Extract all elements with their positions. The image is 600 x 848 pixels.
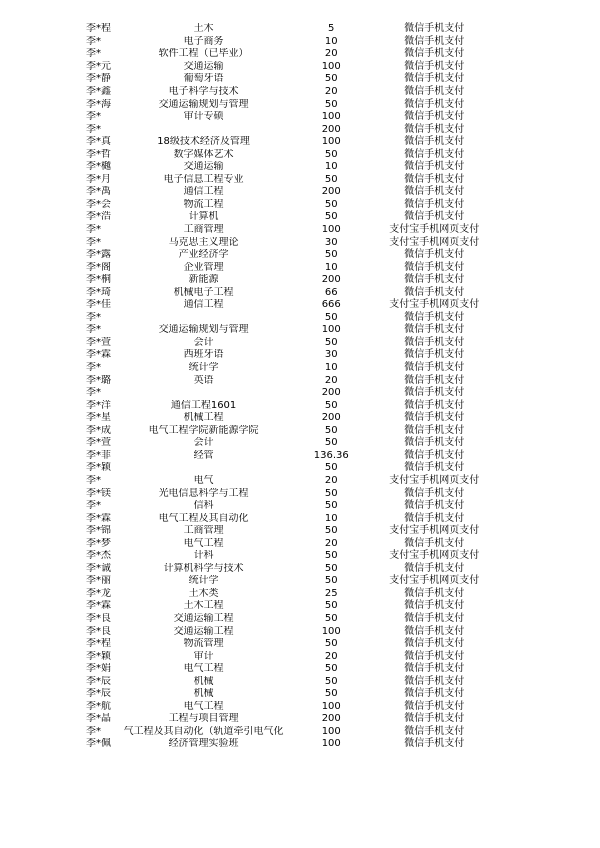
amount-cell: 50 <box>324 98 338 110</box>
table-row <box>78 136 498 149</box>
payment-method-cell: 微信手机支付 <box>404 173 465 185</box>
major-cell: 会计 <box>193 336 214 348</box>
table-row <box>78 726 498 739</box>
table-row <box>78 475 498 488</box>
donor-name-cell: 李*辰 <box>86 675 111 687</box>
major-cell: 土木工程 <box>183 600 224 612</box>
payment-method-cell: 微信手机支付 <box>404 625 465 637</box>
payment-method-cell: 微信手机支付 <box>404 713 465 725</box>
donor-name-cell: 李*哲 <box>86 148 111 160</box>
amount-cell: 100 <box>321 324 341 336</box>
table-row <box>78 450 498 463</box>
amount-cell: 100 <box>321 700 341 712</box>
payment-method-cell: 支付宝手机网页支付 <box>389 236 480 248</box>
table-row <box>78 236 498 249</box>
amount-cell: 50 <box>324 437 338 449</box>
amount-cell: 666 <box>321 299 341 311</box>
amount-cell: 50 <box>324 688 338 700</box>
major-cell: 机械电子工程 <box>173 286 234 298</box>
payment-method-cell: 微信手机支付 <box>404 600 465 612</box>
major-cell: 经济管理实验班 <box>168 738 239 750</box>
amount-cell: 10 <box>324 261 338 273</box>
amount-cell: 20 <box>324 474 338 486</box>
payment-method-cell: 微信手机支付 <box>404 311 465 323</box>
amount-cell: 50 <box>324 148 338 160</box>
amount-cell: 10 <box>324 512 338 524</box>
donor-name-cell: 李*元 <box>86 60 111 72</box>
major-cell: 计算机科学与技术 <box>163 562 244 574</box>
donor-name-cell: 李* <box>86 224 101 236</box>
major-cell: 交通运输工程 <box>173 625 234 637</box>
payment-method-cell: 微信手机支付 <box>404 211 465 223</box>
amount-cell: 100 <box>321 111 341 123</box>
table-row <box>78 36 498 49</box>
amount-cell: 20 <box>324 48 338 60</box>
donor-name-cell: 李*佩 <box>86 738 111 750</box>
payment-method-cell: 微信手机支付 <box>404 487 465 499</box>
payment-method-cell: 微信手机支付 <box>404 374 465 386</box>
major-cell: 审计 <box>193 650 214 662</box>
amount-cell: 50 <box>324 638 338 650</box>
amount-cell: 100 <box>321 224 341 236</box>
major-cell: 土木类 <box>188 587 219 599</box>
table-row <box>78 324 498 337</box>
payment-method-cell: 微信手机支付 <box>404 186 465 198</box>
table-row <box>78 23 498 36</box>
table-row <box>78 588 498 601</box>
major-cell: 电气工程及其自动化 <box>158 512 249 524</box>
table-row <box>78 650 498 663</box>
major-cell: 工商管理 <box>183 525 224 537</box>
payment-method-cell: 微信手机支付 <box>404 725 465 737</box>
table-row <box>78 500 498 513</box>
payment-method-cell: 微信手机支付 <box>404 123 465 135</box>
donor-name-cell: 李*真 <box>86 136 111 148</box>
donor-name-cell: 李*辰 <box>86 688 111 700</box>
major-cell: 电气工程 <box>183 663 224 675</box>
payment-method-cell: 微信手机支付 <box>404 437 465 449</box>
donor-name-cell: 李*静 <box>86 73 111 85</box>
donor-name-cell: 李* <box>86 500 101 512</box>
payment-method-cell: 微信手机支付 <box>404 161 465 173</box>
table-row <box>78 512 498 525</box>
payment-method-cell: 微信手机支付 <box>404 23 465 35</box>
donor-name-cell: 李*良 <box>86 625 111 637</box>
payment-method-cell: 微信手机支付 <box>404 562 465 574</box>
table-row <box>78 362 498 375</box>
donor-name-cell: 李*霖 <box>86 512 111 524</box>
donor-name-cell: 李*镁 <box>86 487 111 499</box>
donor-name-cell: 李*航 <box>86 700 111 712</box>
donor-name-cell: 李*璐 <box>86 374 111 386</box>
donor-name-cell: 李* <box>86 725 101 737</box>
major-cell: 土木 <box>193 23 214 35</box>
donor-name-cell: 李*颖 <box>86 650 111 662</box>
major-cell: 产业经济学 <box>178 249 229 261</box>
amount-cell: 50 <box>324 600 338 612</box>
amount-cell: 50 <box>324 173 338 185</box>
major-cell: 经管 <box>193 449 214 461</box>
donor-name-cell: 李*霖 <box>86 349 111 361</box>
donor-name-cell: 李* <box>86 362 101 374</box>
table-row <box>78 625 498 638</box>
major-cell: 18级技术经济及管理 <box>157 136 250 148</box>
major-cell: 新能源 <box>188 274 219 286</box>
table-row <box>78 73 498 86</box>
amount-cell: 200 <box>321 186 341 198</box>
table-row <box>78 374 498 387</box>
amount-cell: 50 <box>324 550 338 562</box>
payment-method-cell: 微信手机支付 <box>404 449 465 461</box>
amount-cell: 50 <box>324 336 338 348</box>
table-row <box>78 224 498 237</box>
table-row <box>78 349 498 362</box>
donor-name-cell: 李*龙 <box>86 587 111 599</box>
major-cell: 葡萄牙语 <box>183 73 224 85</box>
payment-method-cell: 微信手机支付 <box>404 73 465 85</box>
donor-name-cell: 李*成 <box>86 424 111 436</box>
table-row <box>78 425 498 438</box>
table-row <box>78 286 498 299</box>
amount-cell: 50 <box>324 675 338 687</box>
table-row <box>78 688 498 701</box>
amount-cell: 50 <box>324 73 338 85</box>
donor-name-cell: 李*萱 <box>86 437 111 449</box>
major-cell: 工程与项目管理 <box>168 713 239 725</box>
table-row <box>78 563 498 576</box>
major-cell: 统计学 <box>188 362 219 374</box>
payment-method-cell: 微信手机支付 <box>404 738 465 750</box>
payment-method-cell: 微信手机支付 <box>404 249 465 261</box>
amount-cell: 200 <box>321 713 341 725</box>
payment-method-cell: 微信手机支付 <box>404 650 465 662</box>
table-row <box>78 174 498 187</box>
major-cell: 交通运输工程 <box>173 612 234 624</box>
amount-cell: 100 <box>321 625 341 637</box>
table-row <box>78 399 498 412</box>
major-cell: 电气 <box>193 474 214 486</box>
payment-method-cell: 微信手机支付 <box>404 512 465 524</box>
major-cell: 物流工程 <box>183 198 224 210</box>
donor-name-cell: 李*浩 <box>86 211 111 223</box>
payment-method-cell: 微信手机支付 <box>404 274 465 286</box>
payment-method-cell: 支付宝手机网页支付 <box>389 299 480 311</box>
table-row <box>78 123 498 136</box>
amount-cell: 50 <box>324 575 338 587</box>
major-cell: 电子信息工程专业 <box>163 173 244 185</box>
amount-cell: 66 <box>324 286 338 298</box>
amount-cell: 100 <box>321 60 341 72</box>
donor-name-cell: 李*程 <box>86 23 111 35</box>
payment-method-cell: 微信手机支付 <box>404 688 465 700</box>
table-row <box>78 713 498 726</box>
major-cell: 电子商务 <box>183 35 224 47</box>
table-row <box>78 701 498 714</box>
table-row <box>78 675 498 688</box>
payment-method-cell: 微信手机支付 <box>404 86 465 97</box>
table-row <box>78 462 498 475</box>
payment-method-cell: 微信手机支付 <box>404 198 465 210</box>
table-row <box>78 738 498 751</box>
major-cell: 通信工程 <box>183 186 224 198</box>
donor-name-cell: 李*佳 <box>86 299 111 311</box>
payment-method-cell: 微信手机支付 <box>404 324 465 336</box>
major-cell: 物流管理 <box>183 638 224 650</box>
donor-name-cell: 李*会 <box>86 198 111 210</box>
payment-method-cell: 支付宝手机网页支付 <box>389 575 480 587</box>
major-cell: 机械 <box>193 675 214 687</box>
major-cell: 计算机 <box>188 211 219 223</box>
amount-cell: 50 <box>324 198 338 210</box>
donor-name-cell: 李*月 <box>86 173 111 185</box>
table-row <box>78 211 498 224</box>
major-cell: 交通运输 <box>183 161 224 173</box>
amount-cell: 50 <box>324 487 338 499</box>
amount-cell: 20 <box>324 374 338 386</box>
donor-name-cell: 李*鑫 <box>86 86 111 97</box>
donor-name-cell: 李*霖 <box>86 600 111 612</box>
donor-name-cell: 李*桐 <box>86 274 111 286</box>
table-row <box>78 537 498 550</box>
donor-name-cell: 李*露 <box>86 249 111 261</box>
donor-name-cell: 李*锦 <box>86 525 111 537</box>
major-cell: 电子科学与技术 <box>168 86 239 97</box>
donor-name-cell: 李* <box>86 236 101 248</box>
major-cell: 交通运输 <box>183 60 224 72</box>
table-row <box>78 261 498 274</box>
donor-name-cell: 李* <box>86 48 101 60</box>
donor-name-cell: 李*颖 <box>86 462 111 474</box>
amount-cell: 20 <box>324 86 338 97</box>
payment-method-cell: 支付宝手机网页支付 <box>389 474 480 486</box>
donor-name-cell: 李*杰 <box>86 550 111 562</box>
table-row <box>78 186 498 199</box>
table-row <box>78 48 498 61</box>
donor-name-cell: 李*星 <box>86 412 111 424</box>
payment-method-cell: 微信手机支付 <box>404 537 465 549</box>
major-cell: 会计 <box>193 437 214 449</box>
table-row <box>78 161 498 174</box>
major-cell: 机械 <box>193 688 214 700</box>
major-cell: 马克思主义理论 <box>168 236 239 248</box>
payment-method-cell: 微信手机支付 <box>404 261 465 273</box>
table-row <box>78 249 498 262</box>
amount-cell: 50 <box>324 311 338 323</box>
donor-name-cell: 李*禹 <box>86 186 111 198</box>
payment-method-cell: 支付宝手机网页支付 <box>389 525 480 537</box>
donor-name-cell: 李*程 <box>86 638 111 650</box>
amount-cell: 50 <box>324 562 338 574</box>
table-row <box>78 98 498 111</box>
major-cell: 英语 <box>193 374 214 386</box>
amount-cell: 50 <box>324 612 338 624</box>
table-row <box>78 663 498 676</box>
table-row <box>78 613 498 626</box>
payment-method-cell: 微信手机支付 <box>404 286 465 298</box>
payment-method-cell: 微信手机支付 <box>404 136 465 148</box>
donor-name-cell: 李*丽 <box>86 575 111 587</box>
amount-cell: 5 <box>328 23 335 35</box>
table-row <box>78 86 498 99</box>
major-cell: 机械工程 <box>183 412 224 424</box>
payment-method-cell: 微信手机支付 <box>404 612 465 624</box>
donor-name-cell: 李* <box>86 387 101 399</box>
amount-cell: 200 <box>321 274 341 286</box>
amount-cell: 136.36 <box>313 449 349 461</box>
amount-cell: 50 <box>324 525 338 537</box>
payment-method-cell: 微信手机支付 <box>404 60 465 72</box>
payment-method-cell: 微信手机支付 <box>404 587 465 599</box>
table-row <box>78 600 498 613</box>
donor-name-cell: 李* <box>86 324 101 336</box>
amount-cell: 100 <box>321 725 341 737</box>
donation-table <box>78 23 498 751</box>
major-cell: 统计学 <box>188 575 219 587</box>
donor-name-cell: 李* <box>86 35 101 47</box>
major-cell: 电气工程学院新能源学院 <box>148 424 259 436</box>
payment-method-cell: 微信手机支付 <box>404 638 465 650</box>
payment-method-cell: 微信手机支付 <box>404 462 465 474</box>
payment-method-cell: 支付宝手机网页支付 <box>389 224 480 236</box>
major-cell: 工商管理 <box>183 224 224 236</box>
table-row <box>78 550 498 563</box>
payment-method-cell: 微信手机支付 <box>404 675 465 687</box>
amount-cell: 50 <box>324 663 338 675</box>
amount-cell: 25 <box>324 587 338 599</box>
amount-cell: 50 <box>324 399 338 411</box>
payment-method-cell: 微信手机支付 <box>404 35 465 47</box>
donor-name-cell: 李*琦 <box>86 286 111 298</box>
major-cell: 西班牙语 <box>183 349 224 361</box>
donor-name-cell: 李*樾 <box>86 161 111 173</box>
payment-method-cell: 支付宝手机网页支付 <box>389 550 480 562</box>
amount-cell: 50 <box>324 462 338 474</box>
table-row <box>78 299 498 312</box>
amount-cell: 50 <box>324 424 338 436</box>
amount-cell: 20 <box>324 537 338 549</box>
donor-name-cell: 李*娟 <box>86 663 111 675</box>
donor-name-cell: 李*诚 <box>86 562 111 574</box>
major-cell: 电气工程 <box>183 537 224 549</box>
payment-method-cell: 微信手机支付 <box>404 98 465 110</box>
amount-cell: 10 <box>324 161 338 173</box>
table-row <box>78 437 498 450</box>
amount-cell: 200 <box>321 387 341 399</box>
major-cell: 通信工程 <box>183 299 224 311</box>
payment-method-cell: 微信手机支付 <box>404 663 465 675</box>
major-cell: 审计专硕 <box>183 111 224 123</box>
donor-name-cell: 李*菲 <box>86 449 111 461</box>
donor-name-cell: 李*阁 <box>86 261 111 273</box>
payment-method-cell: 微信手机支付 <box>404 412 465 424</box>
table-row <box>78 61 498 74</box>
donor-name-cell: 李*晶 <box>86 713 111 725</box>
table-row <box>78 638 498 651</box>
amount-cell: 10 <box>324 362 338 374</box>
major-cell: 通信工程1601 <box>170 399 237 411</box>
major-cell: 企业管理 <box>183 261 224 273</box>
amount-cell: 10 <box>324 35 338 47</box>
major-cell: 电气工程 <box>183 700 224 712</box>
payment-method-cell: 微信手机支付 <box>404 336 465 348</box>
payment-method-cell: 微信手机支付 <box>404 148 465 160</box>
major-cell: 软件工程（已毕业） <box>158 48 249 60</box>
payment-method-cell: 微信手机支付 <box>404 48 465 60</box>
major-cell: 交通运输规划与管理 <box>158 324 249 336</box>
amount-cell: 100 <box>321 136 341 148</box>
major-cell: 计科 <box>193 550 214 562</box>
amount-cell: 50 <box>324 249 338 261</box>
amount-cell: 200 <box>321 412 341 424</box>
payment-method-cell: 微信手机支付 <box>404 387 465 399</box>
donor-name-cell: 李*良 <box>86 612 111 624</box>
donor-name-cell: 李* <box>86 474 101 486</box>
payment-method-cell: 微信手机支付 <box>404 700 465 712</box>
donor-name-cell: 李* <box>86 111 101 123</box>
amount-cell: 30 <box>324 349 338 361</box>
donor-name-cell: 李*海 <box>86 98 111 110</box>
table-row <box>78 525 498 538</box>
table-row <box>78 274 498 287</box>
table-row <box>78 337 498 350</box>
donor-name-cell: 李*洋 <box>86 399 111 411</box>
donor-name-cell: 李* <box>86 311 101 323</box>
amount-cell: 50 <box>324 500 338 512</box>
table-row <box>78 199 498 212</box>
major-cell: 光电信息科学与工程 <box>158 487 249 499</box>
major-cell: 数字媒体艺术 <box>173 148 234 160</box>
table-row <box>78 575 498 588</box>
table-row <box>78 148 498 161</box>
payment-method-cell: 微信手机支付 <box>404 362 465 374</box>
amount-cell: 30 <box>324 236 338 248</box>
major-cell: 信科 <box>193 500 214 512</box>
table-row <box>78 487 498 500</box>
payment-method-cell: 微信手机支付 <box>404 111 465 123</box>
major-cell: 气工程及其自动化（轨道牵引电气化 <box>123 725 284 737</box>
table-row <box>78 312 498 325</box>
major-cell: 交通运输规划与管理 <box>158 98 249 110</box>
donor-name-cell: 李*梦 <box>86 537 111 549</box>
payment-method-cell: 微信手机支付 <box>404 399 465 411</box>
amount-cell: 200 <box>321 123 341 135</box>
donor-name-cell: 李*萱 <box>86 336 111 348</box>
payment-method-cell: 微信手机支付 <box>404 349 465 361</box>
donor-name-cell: 李* <box>86 123 101 135</box>
amount-cell: 100 <box>321 738 341 750</box>
payment-method-cell: 微信手机支付 <box>404 500 465 512</box>
table-row <box>78 412 498 425</box>
payment-method-cell: 微信手机支付 <box>404 424 465 436</box>
amount-cell: 50 <box>324 211 338 223</box>
amount-cell: 20 <box>324 650 338 662</box>
table-row <box>78 111 498 124</box>
table-row <box>78 387 498 400</box>
